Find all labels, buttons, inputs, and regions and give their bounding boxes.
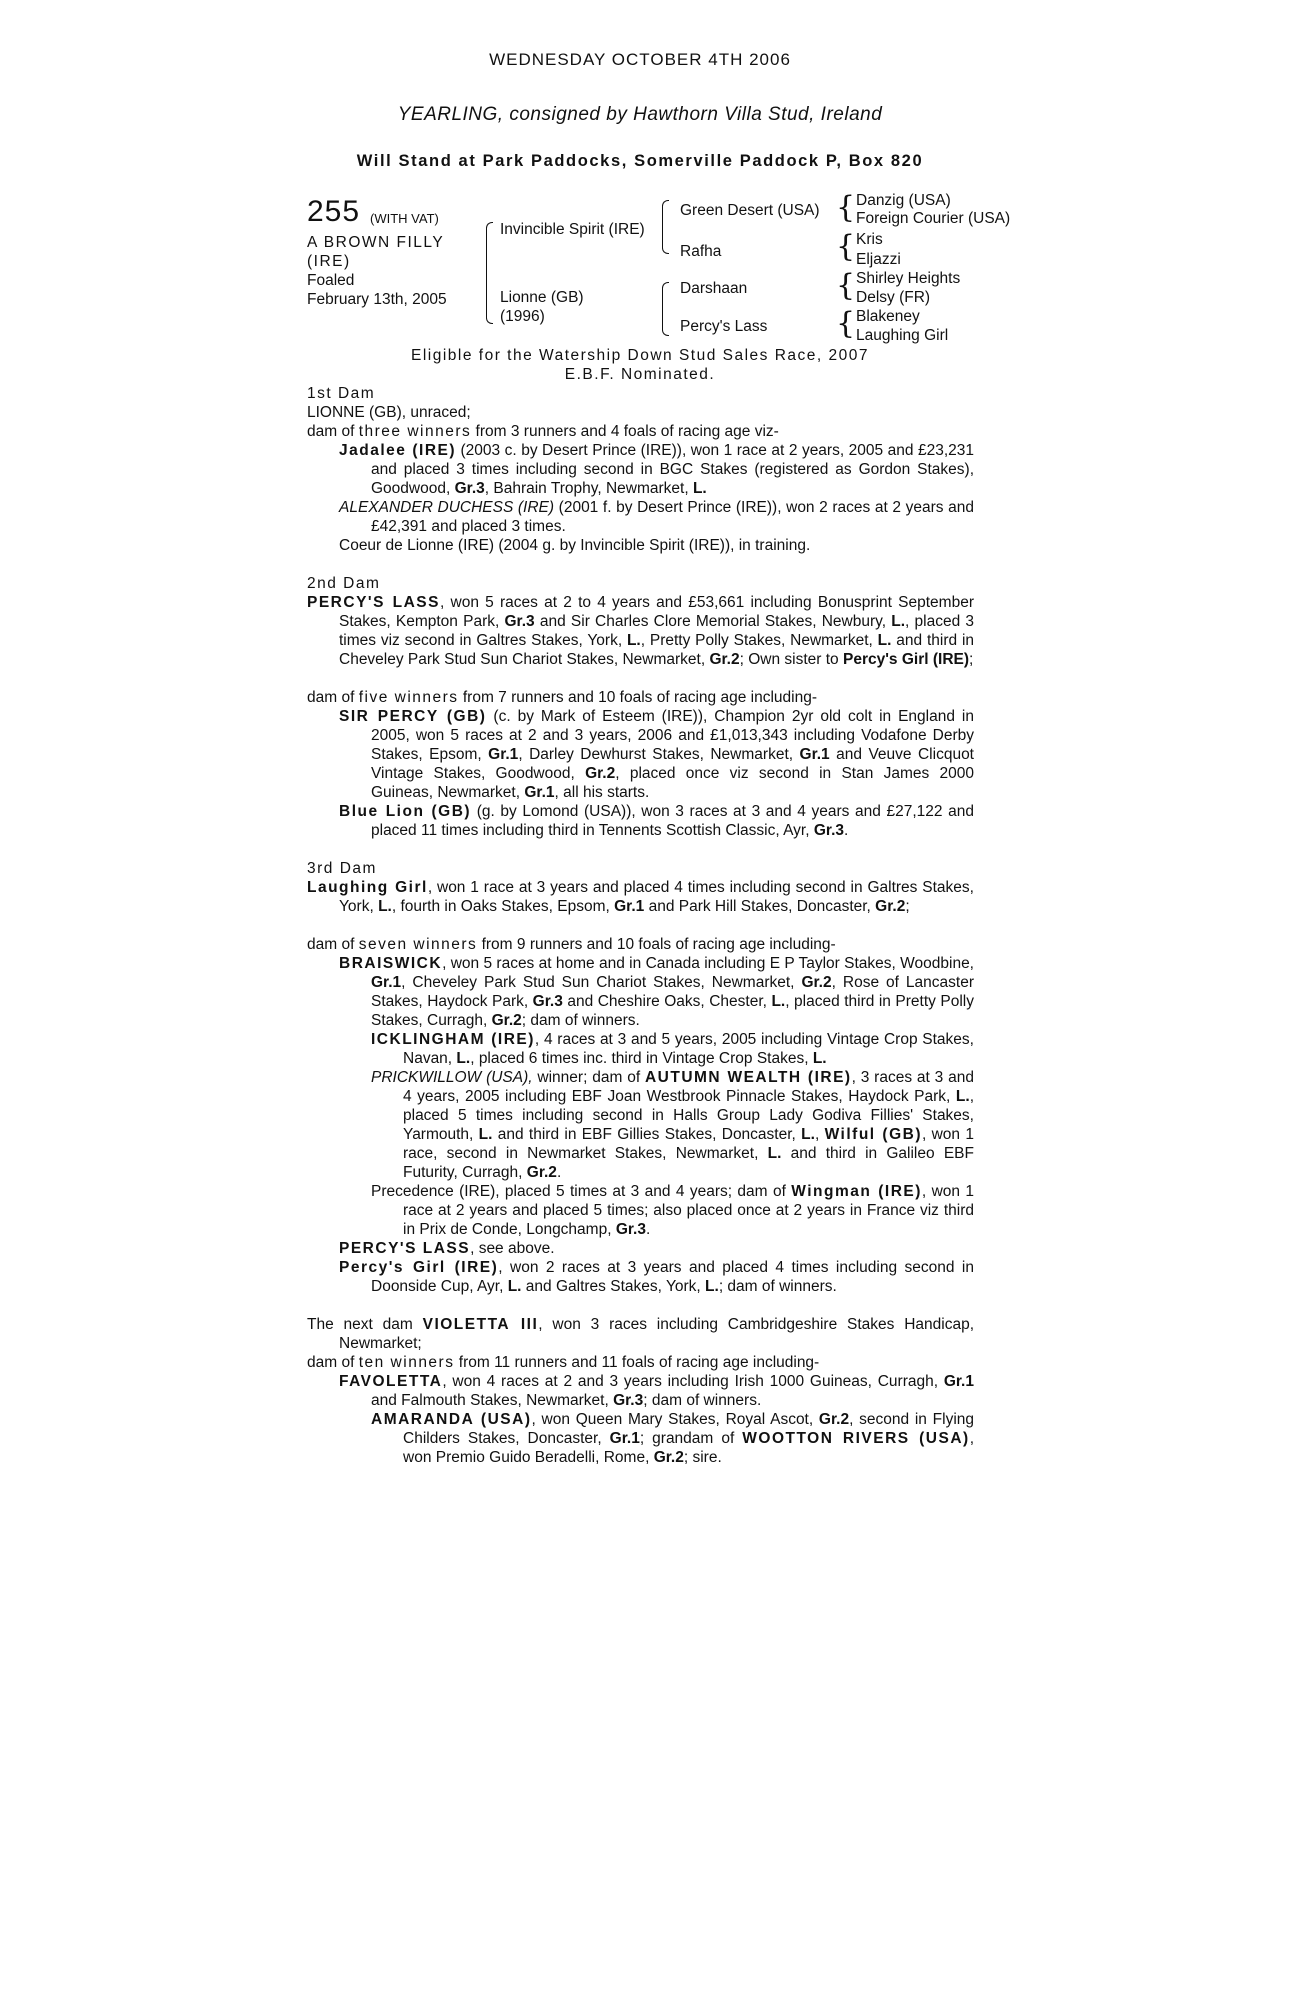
next-dam-produce-record: dam of ten winners from 11 runners and 11 foals of racing age including- [307, 1354, 820, 1371]
sire-sire: Green Desert (USA) [680, 202, 820, 219]
ebf-line: E.B.F. Nominated. [564, 366, 716, 383]
dam-sire: Darshaan [680, 280, 748, 297]
ped-ssd: Foreign Courier (USA) [856, 210, 1011, 227]
ped-sss: Danzig (USA) [856, 192, 951, 209]
second-dam-produce-record: dam of five winners from 7 runners and 10 foals of racing age including- [307, 689, 817, 706]
sire: Invincible Spirit (IRE) [500, 221, 645, 238]
pedigree-bracket-1 [486, 222, 493, 324]
dam: Lionne (GB) [500, 289, 584, 306]
produce-coeur-de-lionne: Coeur de Lionne (IRE) (2004 g. by Invincible Spirit (IRE)), in training. [339, 537, 811, 554]
produce-percys-lass: PERCY'S LASS, see above. [339, 1240, 555, 1257]
sire-dam: Rafha [680, 243, 722, 260]
ped-sdd: Eljazzi [856, 251, 901, 268]
third-dam-produce-record: dam of seven winners from 9 runners and 10 foals of racing age including- [307, 936, 836, 953]
lot-number: 255 [307, 195, 361, 228]
produce-amaranda: AMARANDA (USA), won Queen Mary Stakes, Royal Ascot, Gr.2, second in Flying Childers Stakes, Doncaster, Gr.1; grandam of WOOTTON RIVERS (USA), won Premio Guido Beradelli, Rome, Gr.2; sire. [371, 1411, 975, 1466]
first-dam-record: dam of three winners from 3 runners and 4 foals of racing age viz- [307, 423, 779, 440]
pedigree-brace-2: { [836, 229, 856, 264]
produce-blue-lion: Blue Lion (GB) (g. by Lomond (USA)), won 3 races at 3 and 4 years and £27,122 and placed 11 times including third in Tennents Scottish Classic, Ayr, Gr.3. [339, 803, 974, 839]
produce-favoletta: FAVOLETTA, won 4 races at 2 and 3 years including Irish 1000 Guineas, Curragh, Gr.1 and Falmouth Stakes, Newmarket, Gr.3; dam of winners. [339, 1373, 974, 1409]
produce-jadalee: Jadalee (IRE) (2003 c. by Desert Prince (IRE)), won 1 race at 2 years, 2005 and £23,231 and placed 3 times including second in BGC Stakes (registered as Gordon Stakes), Goodwood, Gr.3, Bahrain Trophy, Newmarket, L. [339, 442, 974, 497]
foaled-label: Foaled [307, 272, 355, 289]
lot-breed: (IRE) [307, 253, 351, 270]
foal-date: February 13th, 2005 [307, 291, 447, 308]
third-dam-record: Laughing Girl, won 1 race at 3 years and placed 4 times including second in Galtres Stakes, York, L., fourth in Oaks Stakes, Epsom, Gr.1 and Park Hill Stakes, Doncaster, Gr.2; [307, 879, 974, 915]
third-dam-heading: 3rd Dam [307, 860, 377, 877]
dam-dam: Percy's Lass [680, 318, 768, 335]
eligibility-line: Eligible for the Watership Down Stud Sales Race, 2007 [410, 347, 870, 364]
vat-note: (WITH VAT) [370, 211, 439, 226]
pedigree-brace-1: { [836, 190, 856, 225]
produce-icklingham: ICKLINGHAM (IRE), 4 races at 3 and 5 years, 2005 including Vintage Crop Stakes, Navan, L., placed 6 times inc. third in Vintage Crop Stakes, L. [371, 1031, 974, 1067]
pedigree-bracket-2b [662, 282, 669, 336]
next-dam-record: The next dam VIOLETTA III, won 3 races including Cambridgeshire Stakes Handicap, Newmarket; [307, 1316, 975, 1352]
ped-ddd: Laughing Girl [856, 327, 949, 344]
pedigree-brace-3: { [836, 268, 856, 303]
produce-precedence: Precedence (IRE), placed 5 times at 3 and 4 years; dam of Wingman (IRE), won 1 race at 2 years and placed 5 times; also placed once at 2 years in France viz third in Prix de Conde, Longchamp, Gr.3. [371, 1183, 974, 1238]
pedigree-bracket-2a [662, 200, 669, 254]
produce-braiswick: BRAISWICK, won 5 races at home and in Canada including E P Taylor Stakes, Woodbine, Gr.1, Cheveley Park Stud Sun Chariot Stakes, Newmarket, Gr.2, Rose of Lancaster Stakes, Haydock Park, Gr.3 and Cheshire Oaks, Chester, L., placed third in Pretty Polly Stakes, Curragh, Gr.2; dam of winners. [339, 955, 974, 1029]
second-dam-heading: 2nd Dam [307, 575, 381, 592]
produce-percys-girl: Percy's Girl (IRE), won 2 races at 3 years and placed 4 times including second in Doonside Cup, Ayr, L. and Galtres Stakes, York, L.; dam of winners. [339, 1259, 974, 1295]
produce-alexander-duchess: ALEXANDER DUCHESS (IRE) (2001 f. by Desert Prince (IRE)), won 2 races at 2 years and £42,391 and placed 3 times. [339, 499, 975, 535]
lot-description: A BROWN FILLY [307, 234, 445, 251]
second-dam-record: PERCY'S LASS, won 5 races at 2 to 4 years and £53,661 including Bonusprint September Stakes, Kempton Park, Gr.3 and Sir Charles Clore Memorial Stakes, Newbury, L., placed 3 times viz second in Galtres Stakes, York, L., Pretty Polly Stakes, Newmarket, L. and third in Cheveley Park Stud Sun Chariot Stakes, Newmarket, Gr.2; Own sister to Percy's Girl (IRE); [307, 594, 975, 668]
ped-dds: Blakeney [856, 308, 920, 325]
consignor-line: YEARLING, consigned by Hawthorn Villa Stud, Ireland [397, 104, 883, 125]
ped-dsd: Delsy (FR) [856, 289, 931, 306]
produce-sir-percy: SIR PERCY (GB) (c. by Mark of Esteem (IRE)), Champion 2yr old colt in England in 2005, won 5 races at 2 and 3 years, 2006 and £1,013,343 including Vodafone Derby Stakes, Epsom, Gr.1, Darley Dewhurst Stakes, Newmarket, Gr.1 and Veuve Clicquot Vintage Stakes, Goodwood, Gr.2, placed once viz second in Stan James 2000 Guineas, Newmarket, Gr.1, all his starts. [339, 708, 974, 801]
dam-year: (1996) [500, 308, 545, 325]
first-dam-name: LIONNE (GB), unraced; [307, 404, 471, 421]
ped-sds: Kris [856, 231, 883, 248]
pedigree-brace-4: { [836, 306, 856, 341]
produce-prickwillow: PRICKWILLOW (USA), winner; dam of AUTUMN WEALTH (IRE), 3 races at 3 and 4 years, 2005 including EBF Joan Westbrook Pinnacle Stakes, Haydock Park, L., placed 5 times including second in Halls Group Lady Godiva Fillies' Stakes, Yarmouth, L. and third in EBF Gillies Stakes, Doncaster, L., Wilful (GB), won 1 race, second in Newmarket Stakes, Newmarket, L. and third in Galileo EBF Futurity, Curragh, Gr.2. [371, 1069, 974, 1181]
sale-date: WEDNESDAY OCTOBER 4TH 2006 [489, 50, 791, 69]
ped-dss: Shirley Heights [856, 270, 961, 287]
first-dam-heading: 1st Dam [307, 385, 376, 402]
stand-location: Will Stand at Park Paddocks, Somerville Paddock P, Box 820 [356, 152, 924, 170]
